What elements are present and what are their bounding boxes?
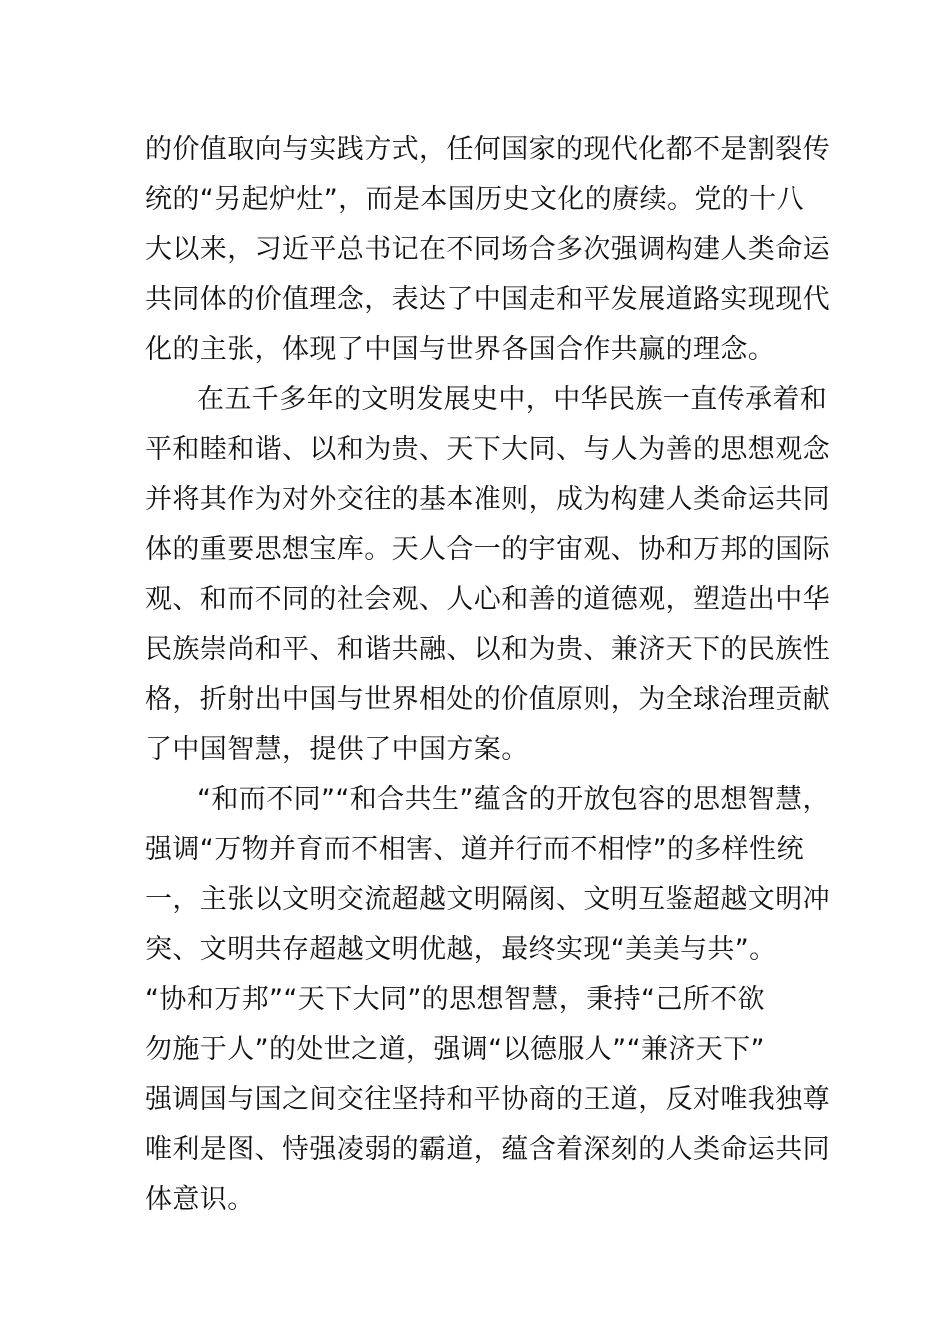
body-text xyxy=(145,125,835,1225)
paragraph-start-line: 在五千多年的文明发展史中，中华民族一直传承着和 xyxy=(197,384,828,415)
text-line: 的价值取向与实践方式，任何国家的现代化都不是割裂传 xyxy=(145,134,830,165)
text-line: 了中国智慧，提供了中国方案。 xyxy=(145,734,529,765)
text-line: 大以来，习近平总书记在不同场合多次强调构建人类命运 xyxy=(145,234,830,265)
text-line: 体意识。 xyxy=(145,1184,255,1215)
text-line: 民族崇尚和平、和谐共融、以和为贵、兼济天下的民族性 xyxy=(145,634,830,665)
paragraph-start-line: “和而不同”“和合共生”蕴含的开放包容的思想智慧， xyxy=(197,784,830,815)
text-line: 化的主张，体现了中国与世界各国合作共赢的理念。 xyxy=(145,334,776,365)
text-line: “协和万邦”“天下大同”的思想智慧，秉持“己所不欲 xyxy=(145,984,765,1015)
text-line: 强调“万物并育而不相害、道并行而不相悖”的多样性统 xyxy=(145,834,804,865)
text-line: 格，折射出中国与世界相处的价值原则，为全球治理贡献 xyxy=(145,684,830,715)
text-line: 并将其作为对外交往的基本准则，成为构建人类命运共同 xyxy=(145,484,830,515)
text-line: 一，主张以文明交流超越文明隔阂、文明互鉴超越文明冲 xyxy=(145,884,830,915)
text-line: 勿施于人”的处世之道，强调“以德服人”“兼济天下” xyxy=(145,1034,765,1065)
text-line: 平和睦和谐、以和为贵、天下大同、与人为善的思想观念 xyxy=(145,434,830,465)
text-line: 体的重要思想宝库。天人合一的宇宙观、协和万邦的国际 xyxy=(145,534,830,565)
text-line: 唯利是图、恃强凌弱的霸道，蕴含着深刻的人类命运共同 xyxy=(145,1134,830,1165)
text-line: 突、文明共存超越文明优越，最终实现“美美与共”。 xyxy=(145,934,777,965)
text-line: 观、和而不同的社会观、人心和善的道德观，塑造出中华 xyxy=(145,584,830,615)
text-line: 强调国与国之间交往坚持和平协商的王道，反对唯我独尊 xyxy=(145,1084,830,1115)
text-line: 共同体的价值理念，表达了中国走和平发展道路实现现代 xyxy=(145,284,830,315)
text-line: 统的“另起炉灶”，而是本国历史文化的赓续。党的十八 xyxy=(145,184,804,215)
